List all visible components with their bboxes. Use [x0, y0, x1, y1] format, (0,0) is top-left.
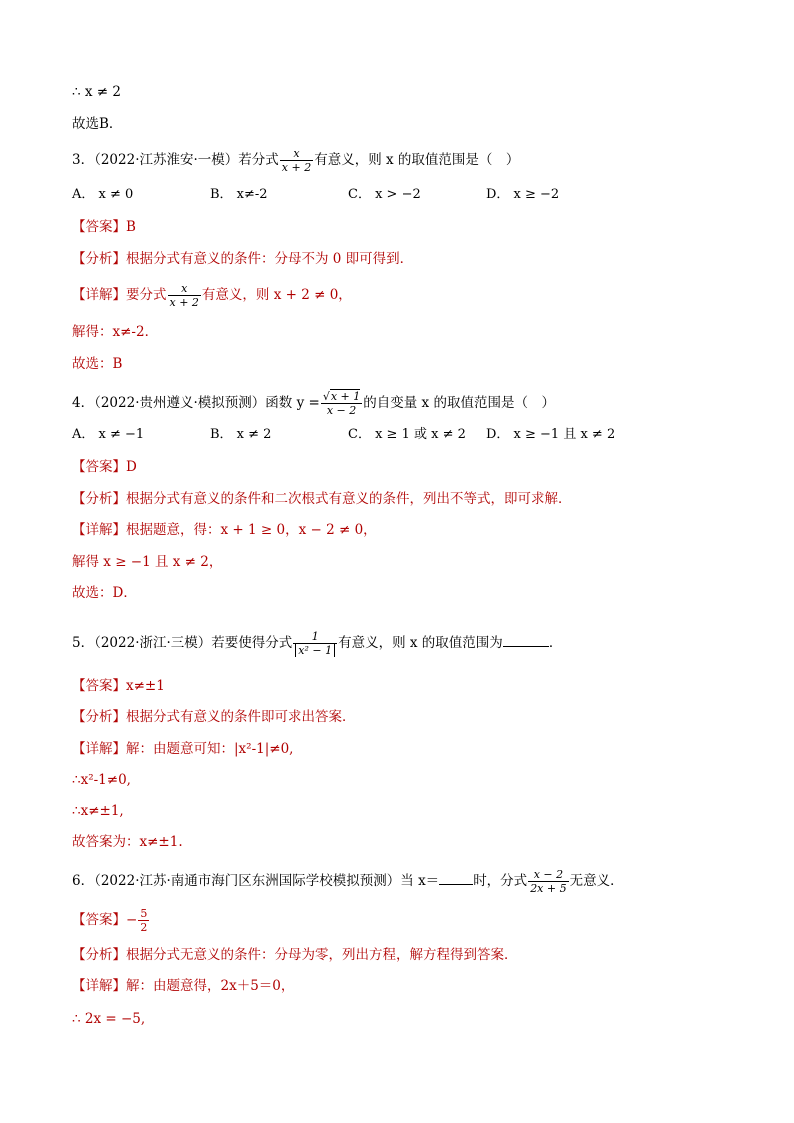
q4-answer: [72, 458, 137, 476]
q4-option-a: A． x ≠ −1: [72, 427, 145, 442]
q6-answer-num: 5: [140, 907, 148, 920]
q4-frac-num-wrap: √x + 1: [322, 390, 361, 403]
q3-detail-tag: 【详解】: [72, 287, 126, 303]
q3-option-d: D． x ≥ −2: [486, 187, 560, 202]
q5-frac-den-wrap: [293, 643, 337, 657]
q3-detail-pre: 要分式: [126, 287, 167, 303]
q5-answer-tag: 【答案】: [72, 678, 126, 694]
q4-frac-num: x + 1: [330, 390, 361, 403]
q6-analysis: [72, 946, 518, 964]
q3-solve: 解得：x≠-2．: [72, 324, 159, 340]
q4-answer-tag: 【答案】: [72, 459, 126, 475]
q5-step-3: 故答案为：x≠±1.: [72, 834, 183, 850]
q5-frac-den: x² − 1: [295, 644, 335, 657]
q4-prefix: 4．（2022·贵州遵义·模拟预测）函数 y =: [72, 395, 320, 411]
q3-detail-fraction: [168, 282, 201, 309]
q6-analysis-tag: 【分析】: [72, 947, 126, 963]
q6-detail-tag: 【详解】: [72, 978, 126, 994]
q6-answer-den: 2: [140, 921, 148, 934]
q5-stem: [72, 630, 562, 657]
q3-detail-num: x: [181, 282, 188, 295]
q3-frac-num: x: [293, 147, 300, 160]
q6-answer: [72, 907, 150, 934]
q5-answer: [72, 677, 165, 695]
q5-step-2: ∴x≠±1,: [72, 803, 124, 819]
q4-detail-tag: 【详解】: [72, 522, 126, 538]
q3-option-c: C． x > −2: [348, 187, 421, 202]
q6-suffix: 无意义．: [569, 873, 624, 889]
q5-detail-tag: 【详解】: [72, 741, 126, 757]
q3-fraction: [280, 147, 313, 174]
q5-prefix: 5．（2022·浙江·三模）若要使得分式: [72, 635, 293, 651]
q5-suffix: 有意义，则 x 的取值范围为: [338, 635, 503, 651]
q6-fraction: [528, 868, 568, 895]
q3-detail: [72, 282, 352, 309]
q5-detail-text: 解：由题意可知：|x²-1|≠0,: [126, 741, 294, 757]
q3-analysis-text: 根据分式有意义的条件：分母不为 0 即可得到．: [126, 251, 414, 267]
q5-end: ．: [548, 635, 563, 651]
q3-option-a: A． x ≠ 0: [72, 187, 134, 202]
q6-answer-tag: 【答案】: [72, 912, 126, 928]
q6-detail: [72, 977, 294, 995]
q3-answer: [72, 218, 136, 236]
q6-detail-text: 解：由题意得，2x＋5＝0，: [126, 978, 295, 994]
q4-fraction: [321, 390, 362, 417]
q3-choose: 故选：B: [72, 356, 123, 372]
q3-stem: [72, 147, 519, 174]
q4-answer-value: D: [126, 459, 137, 475]
q3-prefix: 3．（2022·江苏淮安·一模）若分式: [72, 152, 279, 168]
q5-fraction: [293, 630, 337, 657]
q4-stem: [72, 390, 555, 417]
q5-blank: [503, 646, 549, 647]
q4-option-d: D． x ≥ −1 且 x ≠ 2: [486, 427, 616, 442]
q3-answer-value: B: [126, 219, 136, 235]
q6-analysis-text: 根据分式无意义的条件：分母为零，列出方程，解方程得到答案．: [126, 947, 518, 963]
q4-choose: 故选：D．: [72, 585, 137, 601]
q4-option-c: C． x ≥ 1 或 x ≠ 2: [348, 427, 466, 442]
q6-blank: [439, 884, 473, 885]
q6-frac-num: x − 2: [533, 868, 564, 881]
q5-analysis-tag: 【分析】: [72, 709, 126, 725]
q6-prefix: 6．（2022·江苏·南通市海门区东洲国际学校模拟预测）当 x＝: [72, 873, 440, 889]
q6-answer-fraction: [138, 907, 149, 934]
q3-answer-tag: 【答案】: [72, 219, 126, 235]
q4-suffix: 的自变量 x 的取值范围是（ ）: [363, 395, 555, 411]
line-therefore: ∴ x ≠ 2: [72, 84, 121, 100]
q5-step-1: ∴x²-1≠0,: [72, 772, 131, 788]
line-choose-b: 故选B．: [72, 116, 123, 132]
q3-analysis-tag: 【分析】: [72, 251, 126, 267]
q4-solve: 解得 x ≥ −1 且 x ≠ 2，: [72, 554, 223, 570]
q4-frac-den: x − 2: [321, 403, 362, 417]
q4-detail-text: 根据题意，得：x + 1 ≥ 0，x − 2 ≠ 0，: [126, 522, 377, 538]
q6-mid: 时，分式: [473, 873, 528, 889]
q5-frac-num: 1: [311, 630, 319, 643]
q3-analysis: [72, 250, 413, 268]
q3-detail-den: x + 2: [169, 296, 199, 309]
q4-analysis-text: 根据分式有意义的条件和二次根式有意义的条件，列出不等式，即可求解．: [126, 491, 572, 507]
q5-analysis-text: 根据分式有意义的条件即可求出答案．: [126, 709, 356, 725]
q6-answer-sign: −: [126, 912, 138, 928]
q3-frac-den: x + 2: [281, 161, 312, 174]
q5-analysis: [72, 708, 356, 726]
q6-step-1: ∴ 2x = −5,: [72, 1011, 146, 1027]
q4-detail: [72, 521, 377, 539]
q5-answer-value: x≠±1: [126, 678, 165, 694]
q4-analysis-tag: 【分析】: [72, 491, 126, 507]
q3-suffix: 有意义，则 x 的取值范围是（ ）: [314, 152, 520, 168]
q4-option-b: B． x ≠ 2: [210, 427, 272, 442]
q6-stem: [72, 868, 624, 895]
q6-frac-den: 2x + 5: [530, 882, 567, 895]
q4-analysis: [72, 490, 572, 508]
q3-option-b: B． x≠-2: [210, 187, 268, 202]
q5-detail: [72, 740, 293, 758]
q3-detail-post: 有意义，则 x + 2 ≠ 0，: [201, 287, 352, 303]
